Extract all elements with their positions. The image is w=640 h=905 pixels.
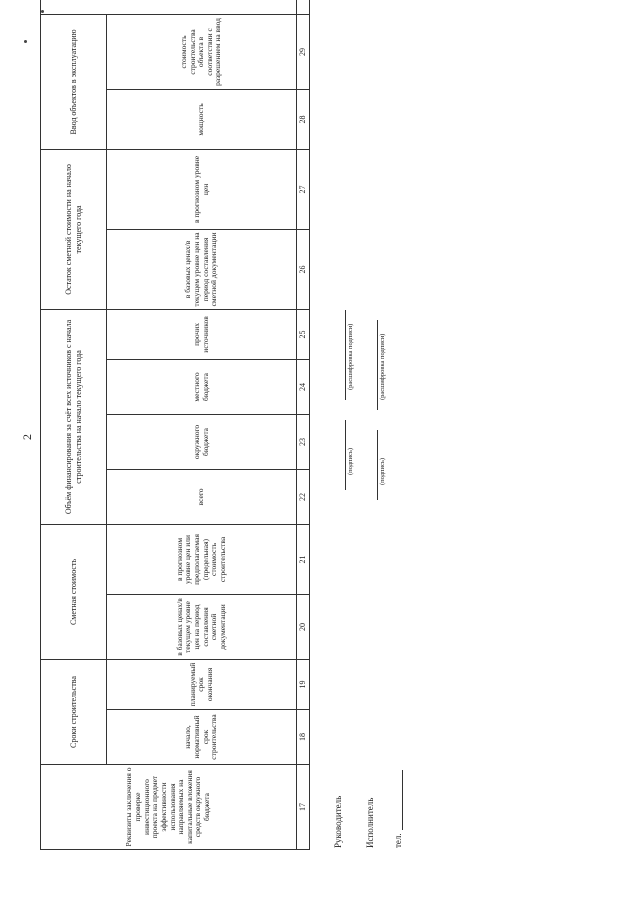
col-24-header: местного бюджета [107, 359, 297, 414]
phone-row [393, 20, 413, 850]
col-number: 23 [297, 414, 310, 469]
col-18-header: начало, нормативный срок строительства [107, 710, 297, 765]
executor-row [365, 20, 395, 850]
head-signature-line [345, 420, 346, 490]
col-number: 27 [297, 149, 310, 229]
col-number: 21 [297, 524, 310, 594]
col-number: 18 [297, 710, 310, 765]
group-estimated-cost: Сметная стоимость [41, 524, 107, 659]
summary-table [40, 0, 310, 850]
col-30-header [41, 0, 297, 14]
col-17-header: Реквизиты заключения о проверке инвестиционного проекта на предмет эффективности использования направляемых на капитальные вложения средств окружного бюджета [41, 765, 297, 850]
group-remaining-cost: Остаток сметной стоимости на начало текущего года [41, 149, 107, 309]
group-financing: Объём финансирования за счёт всех источников с начала строительства на начало текущего года [41, 309, 107, 524]
page-number: 2 [20, 434, 34, 440]
executor-label: Исполнитель [365, 797, 375, 848]
col-number: 25 [297, 309, 310, 359]
phone-label: тел. [393, 833, 403, 848]
col-19-header: планируемый срок окончания [107, 659, 297, 709]
col-number: 28 [297, 89, 310, 149]
executor-signature-line [377, 430, 378, 500]
col-number: 22 [297, 469, 310, 524]
column-number-row [297, 0, 310, 850]
col-28-header: мощность [107, 89, 297, 149]
executor-decode-caption: (расшифровка подписи) [379, 333, 386, 400]
col-25-header: прочих источников [107, 309, 297, 359]
signature-block [325, 20, 415, 850]
col-27-header: в прогнозном уровне цен [107, 149, 297, 229]
col-number [297, 0, 310, 14]
group-deadlines: Сроки строительства [41, 659, 107, 764]
executor-signature-caption: (подпись) [379, 458, 386, 485]
col-number: 26 [297, 229, 310, 309]
col-23-header: окружного бюджета [107, 414, 297, 469]
col-29-header: стоимость строительства объекта в соответствии с разрешением на ввод [107, 14, 297, 89]
head-signature-caption: (подпись) [347, 448, 354, 475]
col-number: 19 [297, 659, 310, 709]
head-decode-line [345, 310, 346, 400]
col-number: 24 [297, 359, 310, 414]
col-20-header: в базовых ценах/в текущем уровне цен на период составления сметной документации [107, 594, 297, 659]
head-decode-caption: (расшифровка подписи) [347, 323, 354, 390]
col-26-header: в базовых ценах/в текущем уровне цен на период составления сметной документации [107, 229, 297, 309]
head-label: Руководитель [333, 795, 343, 848]
executor-decode-line [377, 320, 378, 410]
group-header-row [41, 0, 107, 850]
col-number: 29 [297, 14, 310, 89]
col-22-header: всего [107, 469, 297, 524]
phone-line [402, 770, 403, 830]
col-21-header: в прогнозном уровне цен или предполагаемая (предельная) стоимость строительства [107, 524, 297, 594]
col-number: 20 [297, 594, 310, 659]
rotated-sheet [20, 20, 320, 850]
head-row [333, 20, 363, 850]
sub-header-row [107, 0, 297, 850]
group-commissioning: Ввод объектов в эксплуатацию [41, 14, 107, 149]
col-number: 17 [297, 765, 310, 850]
